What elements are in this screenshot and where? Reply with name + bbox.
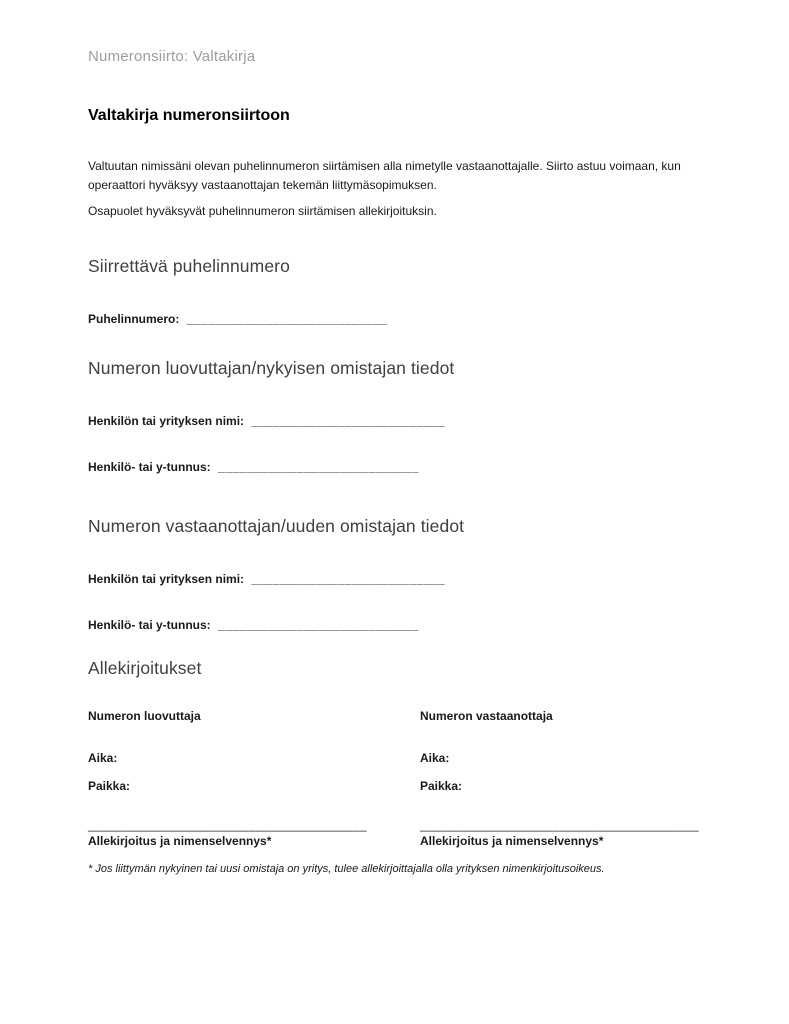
- recipient-name-label: Henkilön tai yrityksen nimi:: [88, 571, 245, 586]
- signature-column-recipient: [420, 709, 703, 848]
- document-title: Valtakirja numeronsiirtoon: [88, 107, 290, 124]
- donor-party-label: Numeron luovuttaja: [88, 708, 201, 723]
- recipient-place-label: Paikka:: [420, 778, 463, 793]
- recipient-party-label: Numeron vastaanottaja: [420, 708, 553, 723]
- recipient-name-blank-line: ___________________________: [251, 571, 446, 586]
- document-header: Numeronsiirto: Valtakirja: [88, 48, 256, 65]
- section-heading-recipient: Numeron vastaanottajan/uuden omistajan tiedot: [88, 515, 465, 536]
- section-heading-signatures: Allekirjoitukset: [88, 657, 202, 678]
- donor-id-blank-line: ____________________________: [218, 459, 419, 474]
- signature-columns: [88, 709, 703, 848]
- donor-name-blank-line: ___________________________: [251, 413, 446, 428]
- donor-place-label: Paikka:: [88, 778, 131, 793]
- recipient-id-blank-line: ____________________________: [218, 617, 419, 632]
- intro-paragraph-1: Valtuutan nimissäni olevan puhelinnumeron siirtämisen alla nimetylle vastaanottajalle. Siirto astuu voimaan, kun operaattori hyväksyy vastaanottajan tekemän liittymäsopimuksen.: [88, 159, 681, 192]
- phone-number-field-row: [88, 312, 703, 326]
- phone-number-label: Puhelinnumero:: [88, 311, 180, 326]
- recipient-date-label: Aika:: [420, 750, 450, 765]
- section-heading-donor: Numeron luovuttajan/nykyisen omistajan tiedot: [88, 357, 455, 378]
- intro-paragraph-2: Osapuolet hyväksyvät puhelinnumeron siirtämisen allekirjoituksin.: [88, 204, 437, 218]
- recipient-signature-caption: Allekirjoitus ja nimenselvennys*: [420, 833, 604, 848]
- donor-signature-caption: Allekirjoitus ja nimenselvennys*: [88, 833, 272, 848]
- recipient-id-field-row: [88, 618, 703, 632]
- donor-name-label: Henkilön tai yrityksen nimi:: [88, 413, 245, 428]
- donor-name-field-row: [88, 414, 703, 428]
- recipient-name-field-row: [88, 572, 703, 586]
- section-heading-phone: Siirrettävä puhelinnumero: [88, 255, 290, 276]
- recipient-id-label: Henkilö- tai y-tunnus:: [88, 617, 211, 632]
- donor-id-label: Henkilö- tai y-tunnus:: [88, 459, 211, 474]
- donor-id-field-row: [88, 460, 703, 474]
- signature-column-donor: [88, 709, 420, 848]
- donor-signature-line: ________________________________________: [88, 817, 367, 832]
- donor-date-label: Aika:: [88, 750, 118, 765]
- recipient-signature-line: ________________________________________: [420, 817, 699, 832]
- phone-number-blank-line: ____________________________: [186, 311, 388, 326]
- footnote: * Jos liittymän nykyinen tai uusi omistaja on yritys, tulee allekirjoittajalla olla yrityksen nimenkirjoitusoikeus.: [88, 862, 605, 875]
